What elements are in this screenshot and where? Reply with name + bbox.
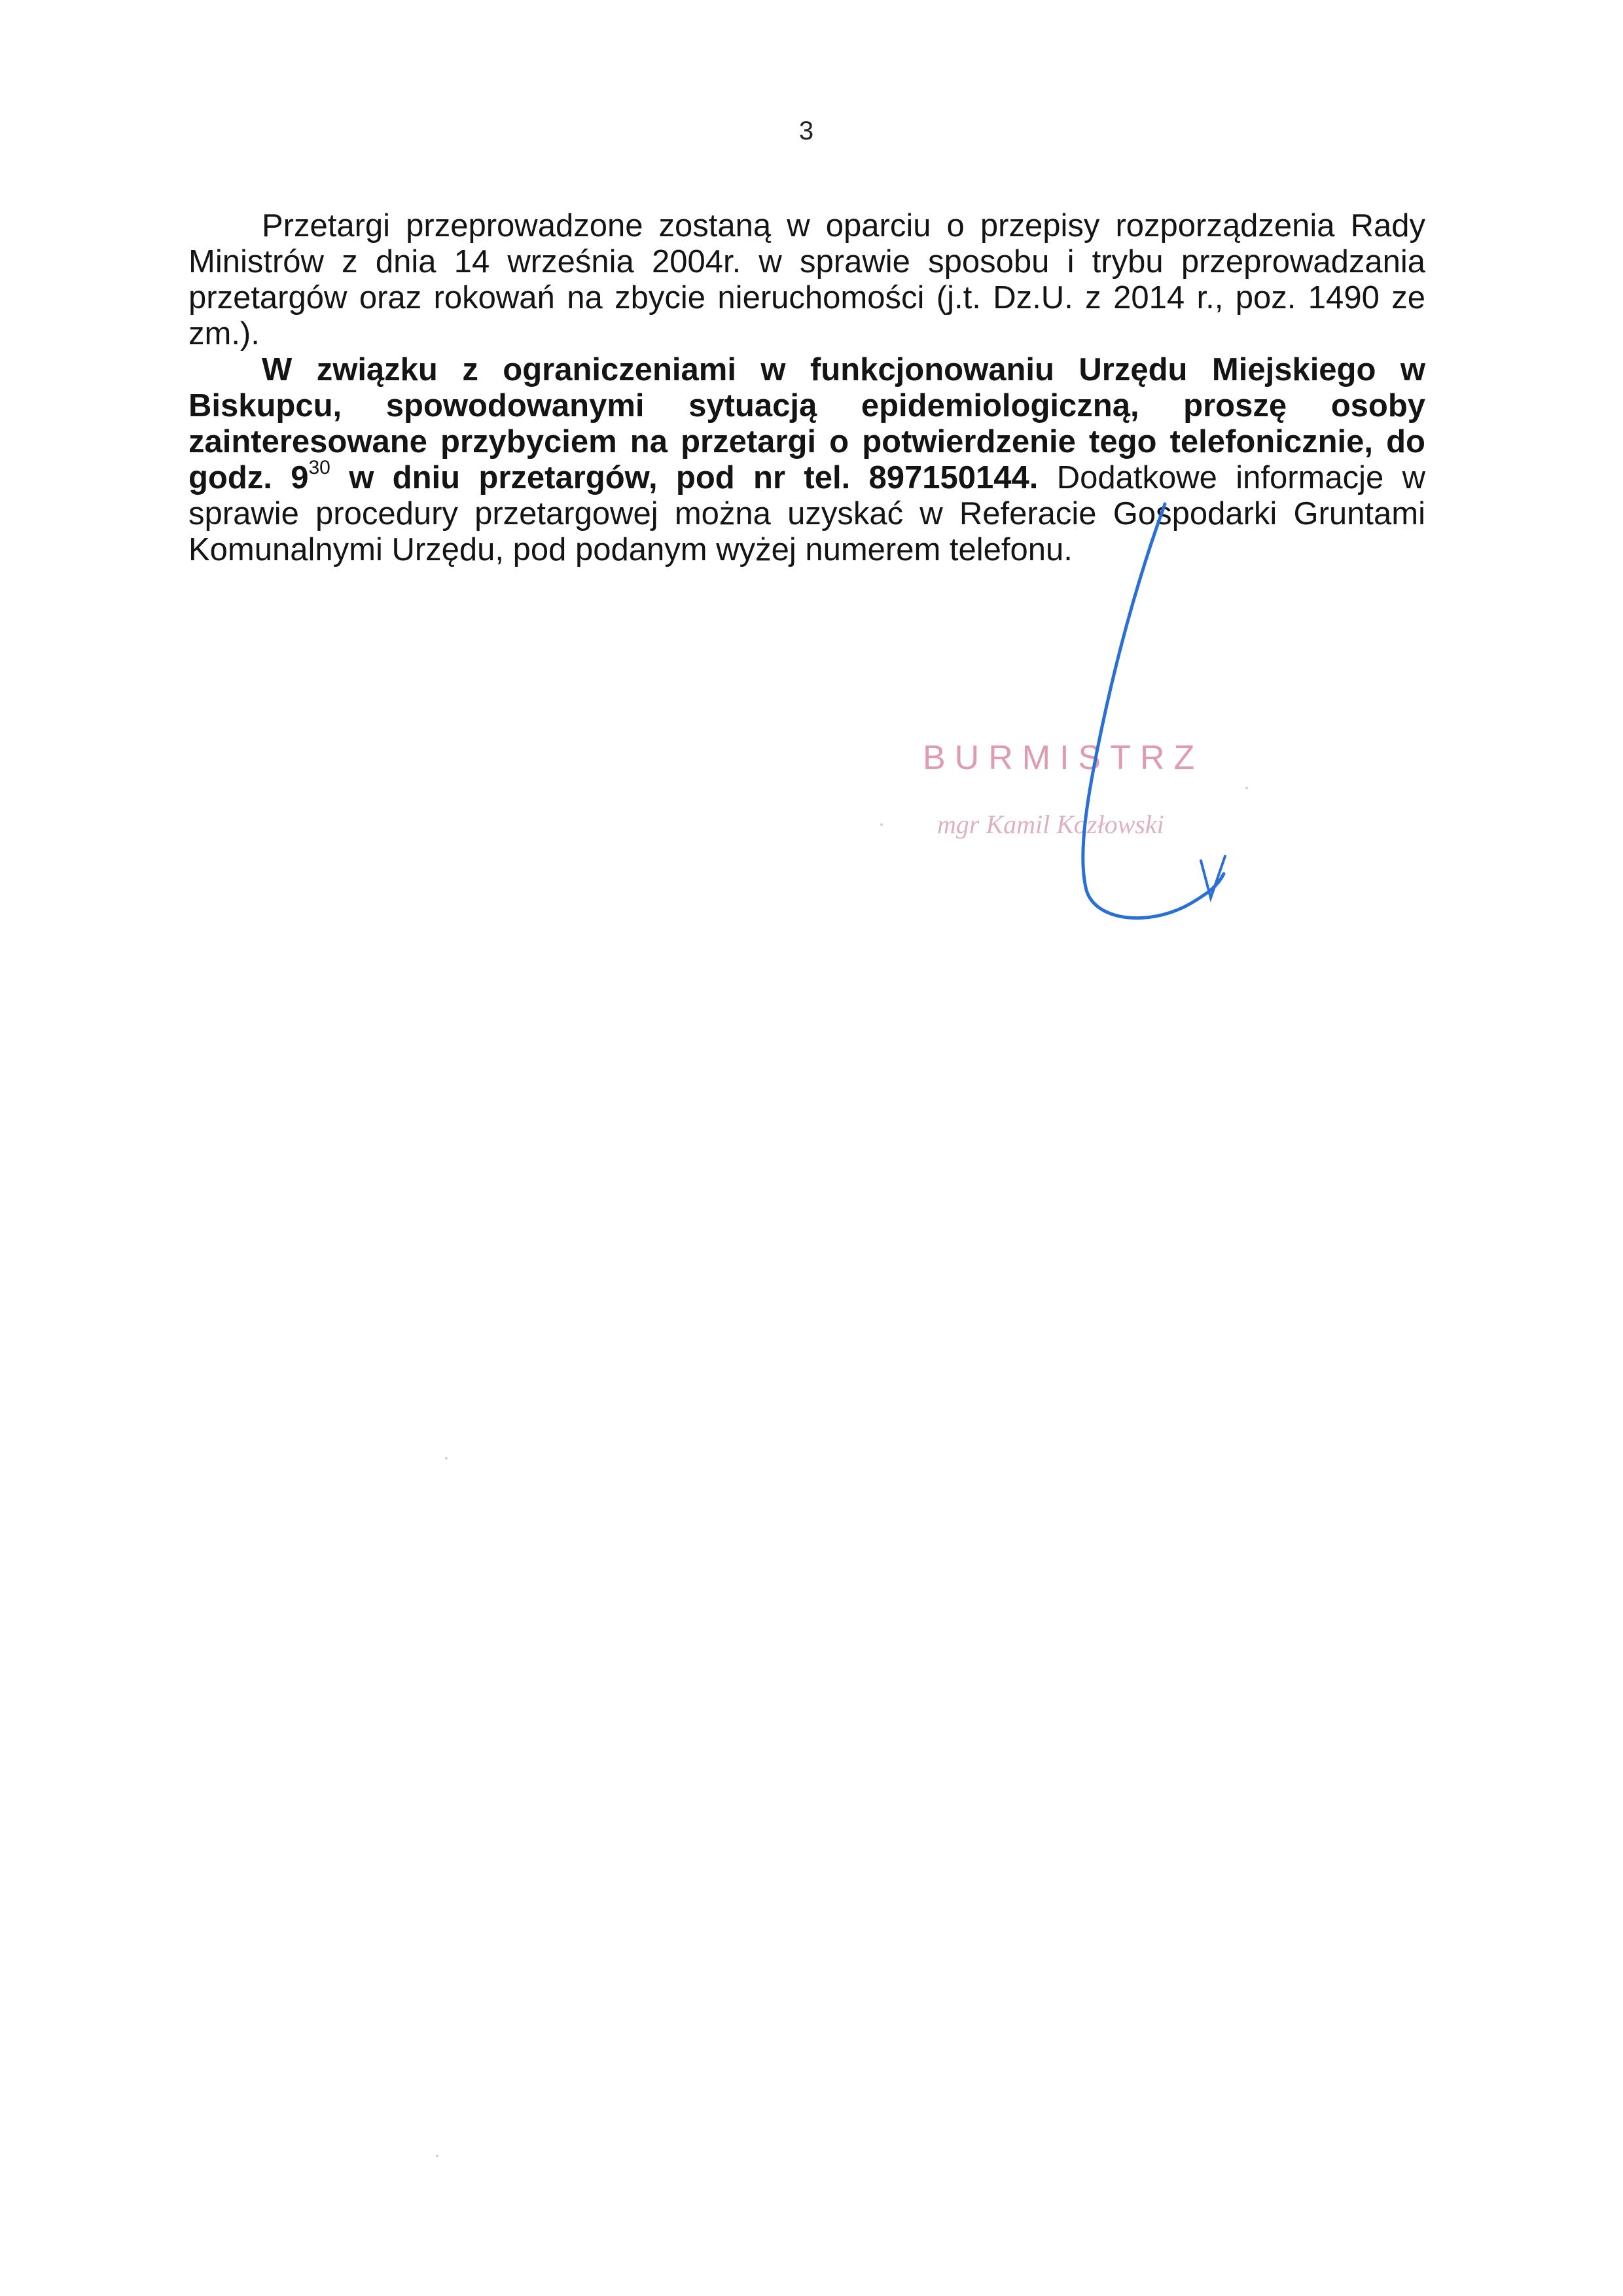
scan-speck [436, 2155, 438, 2157]
scan-speck [445, 1457, 448, 1460]
scan-speck [1245, 787, 1248, 789]
notice-bold-text-continued: w dniu przetargów, pod nr tel. 897150144. [330, 460, 1039, 495]
notice-bold-text: W związku z ograniczeniami w funkcjonowaniu Urzędu Miejskiego w Biskupcu, spowodowanymi sytuacją epidemiologiczną, proszę osoby zainteresowane przybyciem na przetargi o potwierdzenie tego telefonicznie, do godz. 9 [188, 352, 1425, 495]
stamp-title: BURMISTRZ [923, 739, 1204, 777]
scan-speck [880, 823, 883, 826]
notice-time-superscript: 30 [308, 457, 330, 478]
paragraph-legal-basis: Przetargi przeprowadzone zostaną w oparciu o przepisy rozporządzenia Rady Ministrów z dnia 14 września 2004r. w sprawie sposobu i trybu przeprowadzania przetargów oraz rokowań na zbycie nieruchomości (j.t. Dz.U. z 2014 r., poz. 1490 ze zm.). [188, 208, 1425, 351]
stamp-name: mgr Kamil Kozłowski [937, 810, 1164, 839]
page-number: 3 [798, 117, 814, 145]
document-body [188, 208, 1425, 568]
paragraph-notice [188, 352, 1425, 568]
signature-stroke [1083, 504, 1224, 918]
notice-regular-text: Dodatkowe informacje w sprawie procedury przetargowej można uzyskać w Referacie Gospodarki Gruntami Komunalnymi Urzędu, pod podanym wyżej numerem telefonu. [188, 460, 1425, 567]
handwritten-signature [982, 497, 1230, 929]
